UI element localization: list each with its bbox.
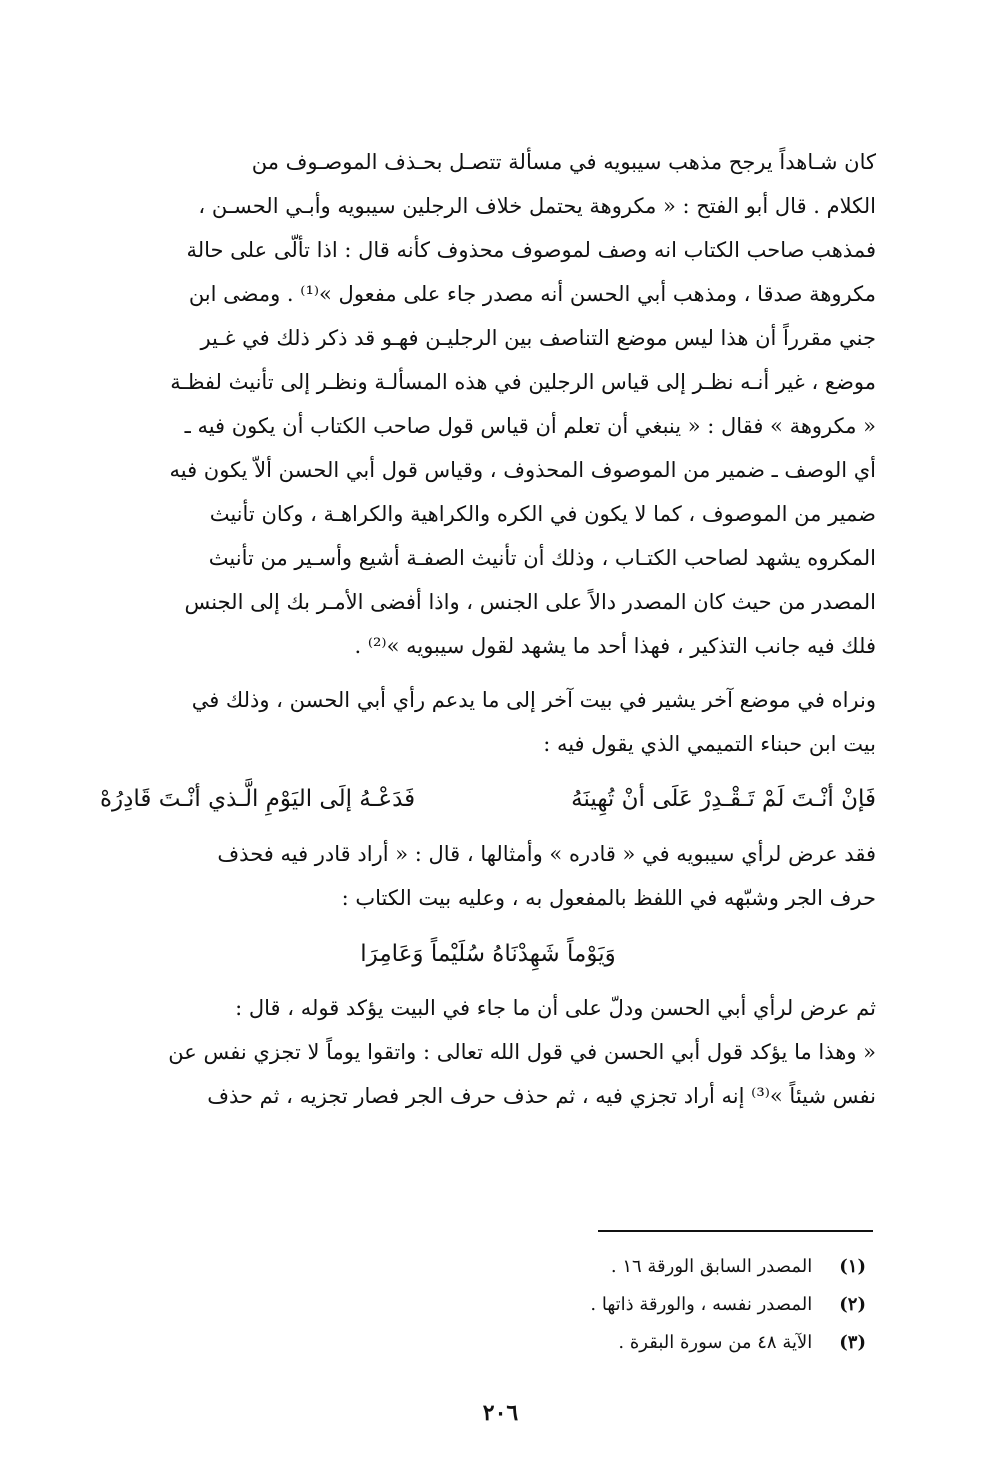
footnote-item (300, 1324, 866, 1362)
paragraph-4 (100, 986, 876, 1118)
text-line: كان شـاهداً يرجح مذهب سيبويه في مسألة تتصـل بحـذف الموصـوف من (251, 150, 876, 174)
poetry-verse (100, 776, 876, 822)
text-line: فلك فيه جانب التذكير ، فهذا أحد ما يشهد لقول سيبويه »⁽²⁾ . (354, 634, 876, 658)
footnote-text: الآية ٤٨ من سورة البقرة . (618, 1332, 813, 1353)
text-line: أي الوصف ـ ضمير من الموصوف المحذوف ، وقياس قول أبي الحسن ألاّ يكون فيه (169, 458, 876, 482)
text-line: « مكروهة » فقال : « ينبغي أن تعلم أن قياس قول صاحب الكتاب أن يكون فيه ـ (184, 414, 876, 438)
quoted-verse: وَيَوْماً شَهِدْنَاهُ سُلَيْماً وَعَامِرَا (360, 941, 616, 967)
text-line: المكروه يشهد لصاحب الكتـاب ، وذلك أن تأنيث الصفـة أشيع وأسـير من تأنيث (208, 546, 876, 570)
footnote-item (300, 1286, 866, 1324)
main-text (100, 140, 876, 1128)
footnotes (300, 1248, 866, 1362)
footnote-number: (١) (839, 1256, 866, 1277)
footnote-divider (598, 1230, 873, 1232)
text-line: فقد عرض لرأي سيبويه في « قادره » وأمثالها ، قال : « أراد قادر فيه فحذف (217, 842, 876, 866)
text-line: مكروهة صدقا ، ومذهب أبي الحسن أنه مصدر جاء على مفعول »⁽¹⁾ . ومضى ابن (188, 282, 876, 306)
footnote-text: المصدر نفسه ، والورقة ذاتها . (590, 1294, 813, 1315)
footnote-number: (٣) (839, 1332, 866, 1353)
text-line: موضع ، غير أنـه نظـر إلى قياس الرجلين في هذه المسألـة ونظـر إلى تأنيث لفظـة (170, 370, 876, 394)
footnote-text: المصدر السابق الورقة ١٦ . (610, 1256, 813, 1277)
text-line: ثم عرض لرأي أبي الحسن ودلّ على أن ما جاء في البيت يؤكد قوله ، قال : (235, 996, 876, 1020)
text-line: الكلام . قال أبو الفتح : « مكروهة يحتمل خلاف الرجلين سيبويه وأبـي الحسـن ، (198, 194, 876, 218)
paragraph-3 (100, 832, 876, 920)
text-line: المصدر من حيث كان المصدر دالاً على الجنس ، واذا أفضى الأمـر بك إلى الجنس (184, 590, 876, 614)
text-line: جني مقرراً أن هذا ليس موضع التناصف بين الرجليـن فهـو قد ذكر ذلك في غـير (200, 326, 876, 350)
page-number: ٢٠٦ (482, 1400, 519, 1426)
text-line: ونراه في موضع آخر يشير في بيت آخر إلى ما يدعم رأي أبي الحسن ، وذلك في (191, 688, 876, 712)
text-line: حرف الجر وشبّهه في اللفظ بالمفعول به ، وعليه بيت الكتاب : (341, 886, 876, 910)
text-line: نفس شيئاً »⁽³⁾ إنه أراد تجزي فيه ، ثم حذف حرف الجر فصار تجزيه ، ثم حذف (207, 1084, 876, 1108)
text-line: فمذهب صاحب الكتاب انه وصف لموصوف محذوف كأنه قال : اذا تألّى على حالة (186, 238, 876, 262)
paragraph-2 (100, 678, 876, 766)
footnote-number: (٢) (839, 1294, 866, 1315)
paragraph-1 (100, 140, 876, 668)
text-line: بيت ابن حبناء التميمي الذي يقول فيه : (543, 732, 876, 756)
text-line: « وهذا ما يؤكد قول أبي الحسن في قول الله تعالى : واتقوا يوماً لا تجزي نفس عن (168, 1040, 876, 1064)
footnote-item (300, 1248, 866, 1286)
verse-first-hemistich: فَإنْ أنْـتَ لَمْ تَـقْـدِرْ عَلَى أنْ تُهِينَهُ (571, 786, 876, 812)
verse-second-hemistich: فَدَعْـهُ إلَى اليَوْمِ الَّـذي أنْـتَ قَادِرُهْ (100, 786, 416, 812)
text-line: ضمير من الموصوف ، كما لا يكون في الكره والكراهية والكراهـة ، وكان تأنيث (209, 502, 876, 526)
